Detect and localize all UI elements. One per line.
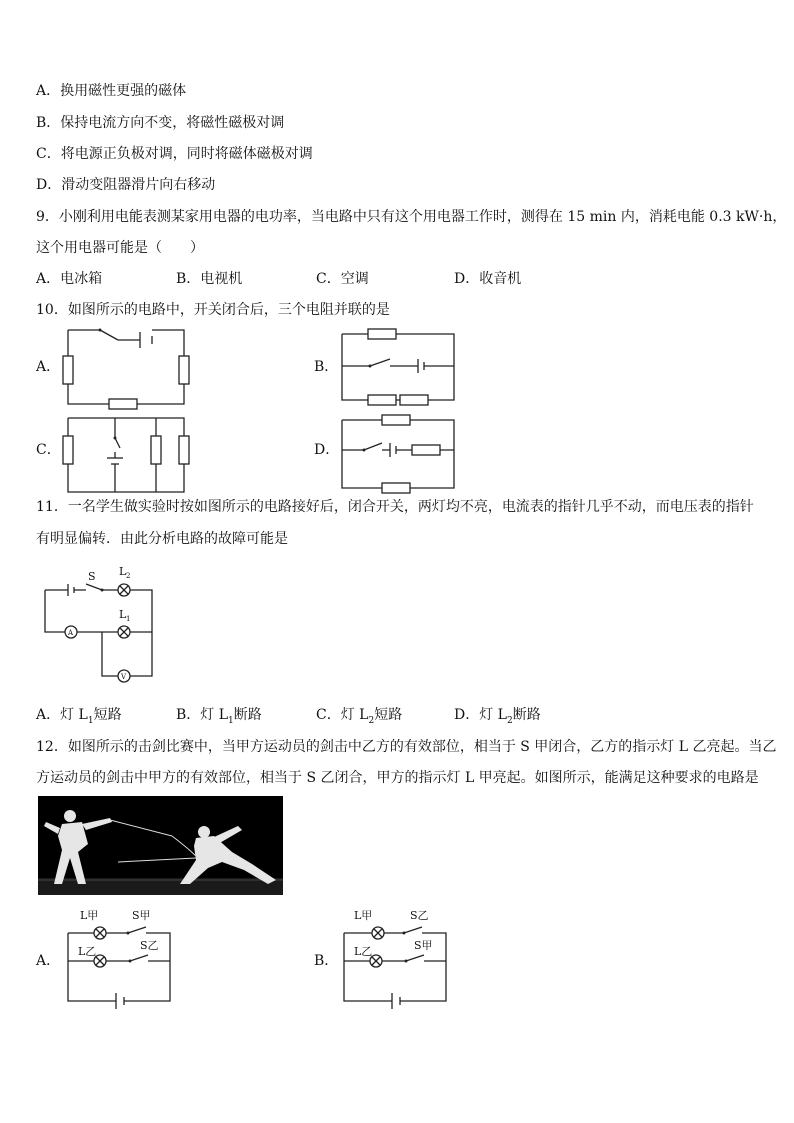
q8-option-b: B．保持电流方向不变，将磁性磁极对调: [36, 115, 285, 131]
q9-stem-line1: 9．小刚利用电能表测某家用电器的电功率，当电路中只有这个用电器工作时，测得在 15 min 内，消耗电能 0.3 kW·h，: [36, 209, 787, 225]
q11-stem-line1: 11．一名学生做实验时按如图所示的电路接好后，闭合开关，两灯均不亮，电流表的指针几乎不动，而电压表的指针: [36, 499, 754, 515]
q12-circuit-b: [336, 905, 456, 1010]
q12-stem-line1: 12．如图所示的击剑比赛中，当甲方运动员的剑击中乙方的有效部位，相当于 S 甲闭合，乙方的指示灯 L 乙亮起。当乙: [36, 739, 777, 755]
q11-lamp-l2-subscript: 2: [126, 572, 131, 580]
q9-option-b: B．电视机: [176, 271, 243, 287]
q10-circuit-a: [60, 326, 190, 408]
q12a-switch1-label: S甲: [132, 909, 151, 922]
q9-option-a: A．电冰箱: [36, 271, 103, 287]
q11-circuit: [40, 562, 160, 690]
q12b-switch1-label: S乙: [410, 909, 429, 922]
q11-switch-label: S: [88, 570, 96, 583]
q10-circuit-c: [60, 414, 190, 496]
q10-stem: 10．如图所示的电路中，开关闭合后，三个电阻并联的是: [36, 302, 390, 318]
q10-circuit-d: [340, 414, 460, 496]
q9-option-d: D．收音机: [454, 271, 522, 287]
fencing-photo: [38, 796, 283, 895]
q9-option-c: C．空调: [316, 271, 369, 287]
q8-option-d: D．滑动变阻器滑片向右移动: [36, 177, 216, 193]
q12-stem-line2: 方运动员的剑击中甲方的有效部位，相当于 S 乙闭合，甲方的指示灯 L 甲亮起。如图所示，能满足这种要求的电路是: [36, 770, 759, 786]
q10-label-b: B．: [314, 359, 339, 375]
q10-label-d: D．: [314, 442, 340, 458]
q11-option-a: A．灯 $L_1$短路: [36, 707, 122, 726]
q11-option-d: D．灯 $L_2$断路: [454, 707, 541, 726]
q12b-switch2-label: S甲: [414, 939, 433, 952]
q12-label-b: B．: [314, 953, 339, 969]
q11-ammeter-label: A: [68, 629, 74, 637]
q12a-switch2-label: S乙: [140, 939, 159, 952]
q11-option-b: B．灯 $L_1$断路: [176, 707, 262, 726]
q12-label-a: A．: [36, 953, 61, 969]
q10-circuit-b: [340, 326, 460, 408]
q9-stem-line2: 这个用电器可能是（ ）: [36, 240, 204, 256]
q12a-lamp1-label: L甲: [80, 909, 99, 922]
q11-option-c: C．灯 $L_2$短路: [316, 707, 403, 726]
q11-lamp-l1-label: L: [119, 608, 127, 621]
q11-stem-line2: 有明显偏转．由此分析电路的故障可能是: [36, 531, 288, 547]
q11-voltmeter-label: V: [121, 673, 127, 681]
q11-lamp-l2-label: L: [119, 565, 127, 578]
q12b-lamp1-label: L甲: [354, 909, 373, 922]
q8-option-a: A．换用磁性更强的磁体: [36, 83, 187, 99]
q8-option-c: C．将电源正负极对调，同时将磁体磁极对调: [36, 146, 313, 162]
q12-circuit-a: [60, 905, 180, 1010]
q11-lamp-l1-subscript: 1: [126, 615, 131, 623]
q10-label-a: A．: [36, 359, 61, 375]
q10-label-c: C．: [36, 442, 61, 458]
q12b-lamp2-label: L乙: [354, 945, 373, 958]
q12a-lamp2-label: L乙: [78, 945, 97, 958]
